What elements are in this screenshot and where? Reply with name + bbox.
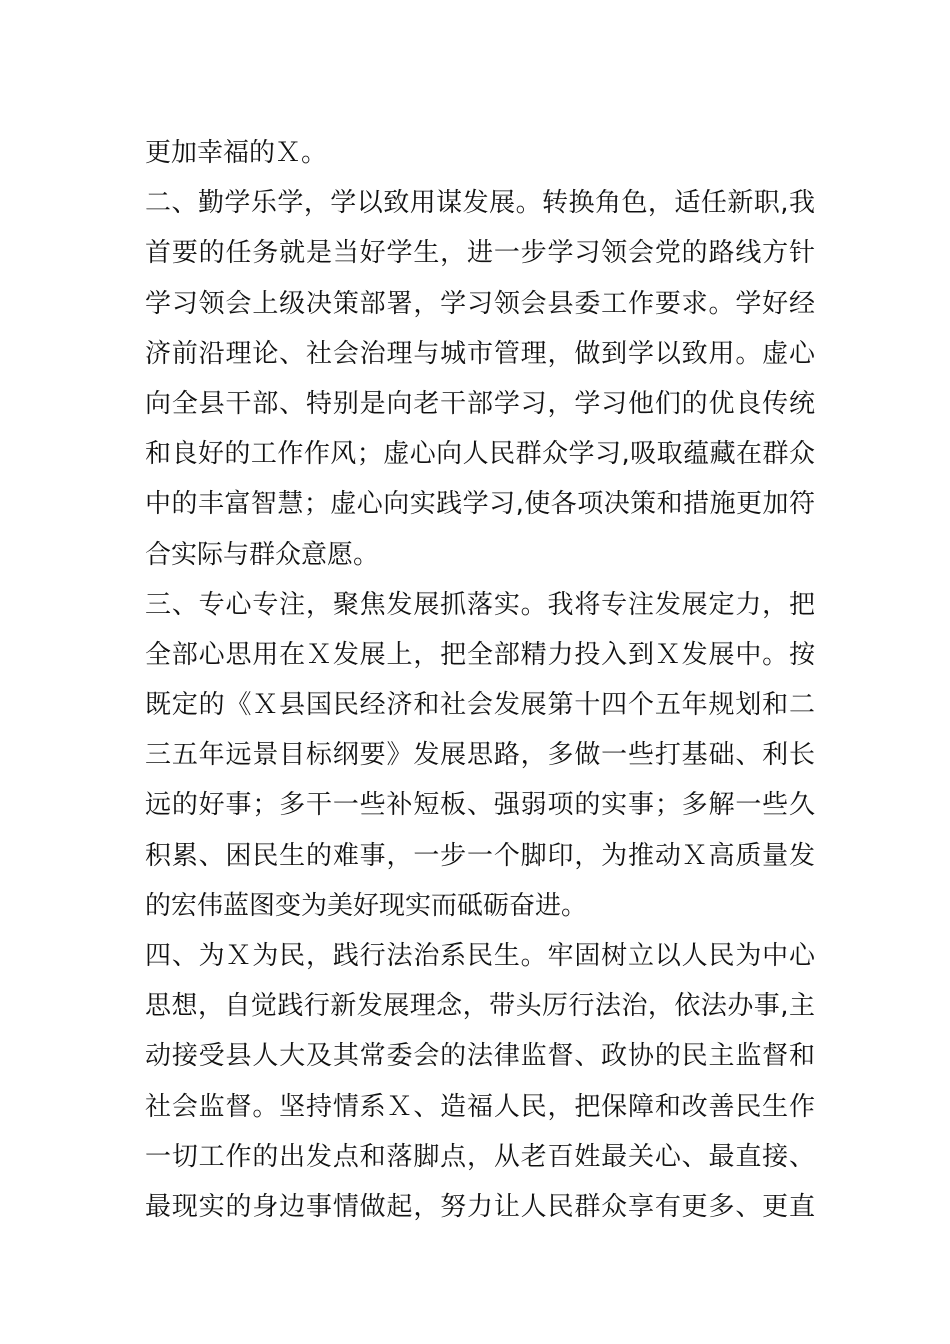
text-line: 合实际与群众意愿。 xyxy=(145,539,380,570)
text-line: 社会监督。坚持情系Ｘ、造福人民，把保障和改善民生作 xyxy=(145,1091,815,1122)
text-line: 四、为Ｘ为民，践行法治系民生。牢固树立以人民为中心 xyxy=(145,941,815,971)
text-line: 向全县干部、特别是向老干部学习，学习他们的优良传统 xyxy=(145,388,815,419)
text-line: 二、勤学乐学，学以致用谋发展。转换角色，适任新职,我 xyxy=(145,188,815,219)
text-line: 积累、困民生的难事，一步一个脚印，为推动Ｘ高质量发 xyxy=(145,840,815,871)
text-line: 最现实的身边事情做起，努力让人民群众享有更多、更直 xyxy=(145,1191,815,1222)
text-line: 远的好事；多干一些补短板、强弱项的实事；多解一些久 xyxy=(145,790,815,821)
text-line: 一切工作的出发点和落脚点，从老百姓最关心、最直接、 xyxy=(145,1141,815,1172)
text-line: 中的丰富智慧；虚心向实践学习,使各项决策和措施更加符 xyxy=(145,489,815,520)
text-line: 的宏伟蓝图变为美好现实而砥砺奋进。 xyxy=(145,890,588,921)
document-body xyxy=(145,128,815,1232)
text-line: 三、专心专注，聚焦发展抓落实。我将专注发展定力，把 xyxy=(145,589,815,620)
text-line: 学习领会上级决策部署，学习领会县委工作要求。学好经 xyxy=(145,288,815,319)
text-line: 首要的任务就是当好学生，进一步学习领会党的路线方针 xyxy=(145,238,815,269)
text-line: 更加幸福的Ｘ。 xyxy=(145,138,328,168)
text-line: 济前沿理论、社会治理与城市管理，做到学以致用。虚心 xyxy=(145,338,815,369)
text-line: 和良好的工作作风；虚心向人民群众学习,吸取蕴藏在群众 xyxy=(145,439,815,470)
text-line: 动接受县人大及其常委会的法律监督、政协的民主监督和 xyxy=(145,1041,815,1072)
text-line: 思想，自觉践行新发展理念，带头厉行法治，依法办事,主 xyxy=(145,991,815,1022)
text-line: 三五年远景目标纲要》发展思路，多做一些打基础、利长 xyxy=(145,740,815,771)
text-line: 全部心思用在Ｘ发展上，把全部精力投入到Ｘ发展中。按 xyxy=(145,639,815,670)
text-line: 既定的《Ｘ县国民经济和社会发展第十四个五年规划和二 xyxy=(145,690,815,721)
